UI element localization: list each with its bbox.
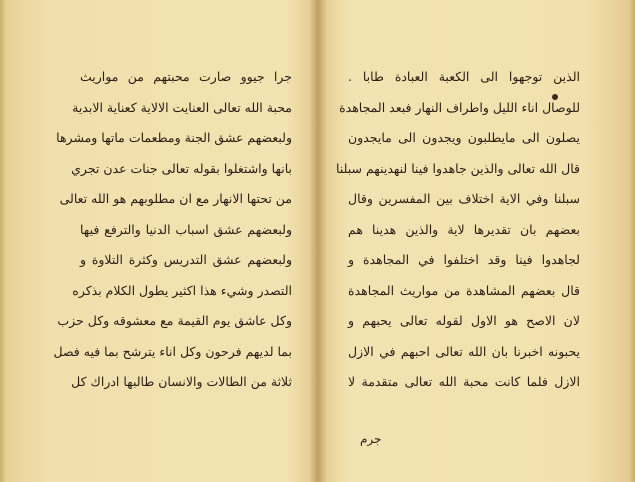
text-line: ثلاثة من الطالات والانسان طالبها ادراك كل	[71, 374, 292, 389]
text-line: قال الله تعالى والذين جاهدوا فينا لنهدينهم سبلنا	[336, 160, 580, 176]
text-line: بما لديهم فرحون وكل اناء يترشح بما فيه فصل	[53, 343, 292, 359]
text-line: الذين توجهوا الى الكعبة العبادة طابا .	[348, 69, 580, 84]
right-page-text	[336, 62, 580, 398]
text-line: ولبعضهم عشق الجنة ومطعمات ماتها ومشرها	[56, 130, 292, 145]
text-line: وكل عاشق يوم القيمة مع معشوقه وكل حزب	[57, 313, 292, 328]
text-line: بانها واشتغلوا بقوله تعالى جنات عدن تجري	[71, 160, 292, 176]
text-line: من تحتها الانهار مع ان مطلوبهم هو الله تعالى	[59, 191, 292, 206]
text-line: قال بعضهم المشاهدة من مواريث المجاهدة	[348, 282, 580, 298]
text-line: ولبعضهم عشق اسباب الدنيا والترفع فيها	[80, 221, 292, 237]
right-page	[318, 0, 635, 482]
text-line: الازل فلما كانت محبة الله تعالى متقدمة لا	[348, 374, 580, 389]
text-line: ولبعضهم عشق التدريس وكثرة التلاوة و	[80, 252, 292, 267]
text-line: يحبونه اخبرنا بان الله تعالى احبهم في الازل	[348, 343, 580, 359]
text-line: بعضهم بان تقديرها لاية والذين هدينا هم	[348, 221, 580, 237]
catchword: جرم	[360, 432, 382, 446]
text-line: التصدر وشيء هذا اكثير يطول الكلام بذكره	[72, 282, 292, 298]
text-line: للوصال اناء الليل واطراف النهار فبعد المجاهدة	[339, 99, 580, 115]
text-line: جرا جيوو صارت محبتهم من مواريث	[80, 69, 292, 84]
text-line: لان الاصح هو الاول لقوله تعالى يحبهم و	[348, 313, 580, 328]
left-page-text	[53, 62, 292, 398]
text-line: يصلون الى مايطلبون ويجدون الى مايجدون	[348, 130, 580, 145]
text-line: سبلنا وفي الاية اختلاف بين المفسرين وقال	[348, 191, 580, 206]
text-line: محبة الله تعالى العنايت الالاية كعناية الابدية	[72, 99, 292, 115]
text-line: لجاهدوا فينا وقد اختلفوا في المجاهدة و	[348, 252, 580, 267]
